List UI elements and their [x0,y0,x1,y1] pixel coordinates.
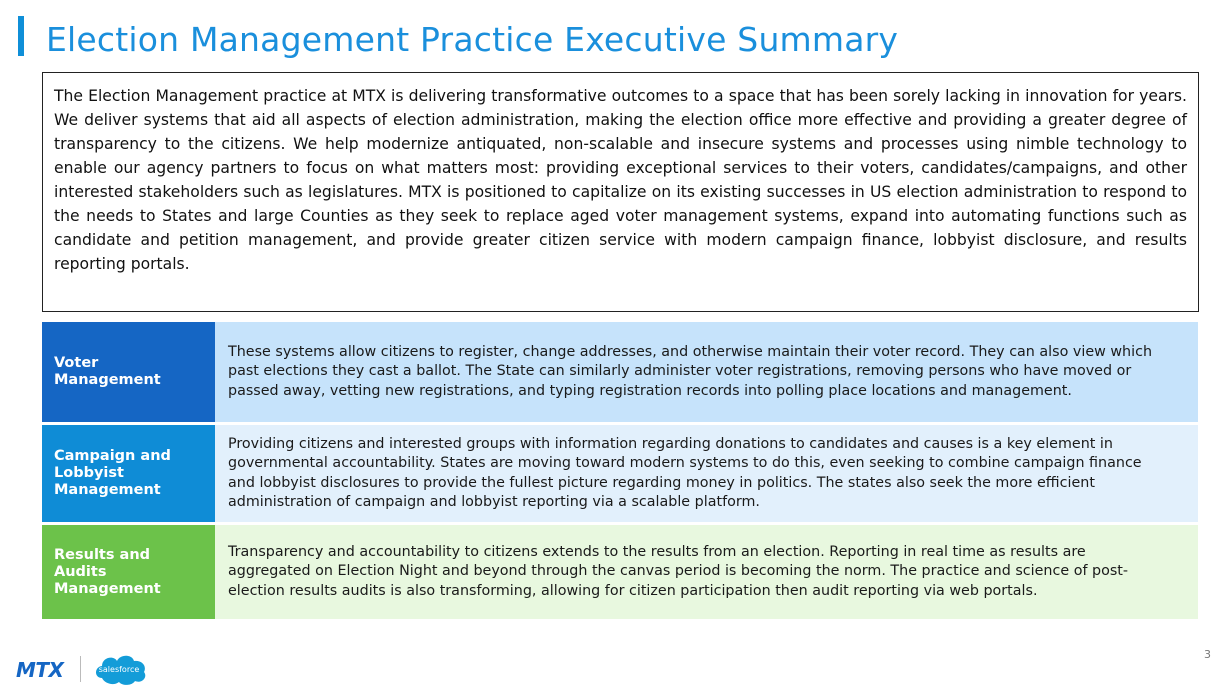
practice-description: These systems allow citizens to register, change addresses, and otherwise maintain their voter record. They can also view which past elections they cast a ballot. The State can similarly administer voter registrations, removing persons who have moved or passed away, vetting new registrations, and typing registration records into polling place locations and management. [215,322,1198,422]
page-title: Election Management Practice Executive Summary [46,20,899,59]
svg-text:salesforce: salesforce [98,665,140,674]
practice-row-campaign-lobbyist [42,425,1198,522]
practice-label: Campaign and Lobbyist Management [42,425,215,522]
practice-description: Transparency and accountability to citizens extends to the results from an election. Reporting in real time as results are aggregated on Election Night and beyond through the canvas period is becoming the norm. The practice and science of post-election results audits is also transforming, allowing for citizen participation then audit reporting via web portals. [215,525,1198,619]
practice-row-voter-management [42,322,1198,422]
practice-row-results-audits [42,525,1198,619]
page-number: 3 [1204,648,1211,661]
logo-divider [80,656,81,682]
executive-summary-box: The Election Management practice at MTX is delivering transformative outcomes to a space that has been sorely lacking in innovation for years. We deliver systems that aid all aspects of election administration, making the election office more effective and providing a greater degree of transparency to the citizens. We help modernize antiquated, non-scalable and insecure systems and processes using nimble technology to enable our agency partners to focus on what matters most: providing exceptional services to their voters, candidates/campaigns, and other interested stakeholders such as legislatures. MTX is positioned to capitalize on its existing successes in US election administration to respond to the needs to States and large Counties as they seek to replace aged voter management systems, expand into automating functions such as candidate and petition management, and provide greater citizen service with modern campaign finance, lobbyist disclosure, and results reporting portals. [42,72,1199,312]
mtx-logo: MTX [16,658,64,682]
practice-label: Voter Management [42,322,215,422]
title-accent-bar [18,16,24,56]
salesforce-logo [92,648,148,688]
footer-logos [16,648,176,690]
practice-label: Results and Audits Management [42,525,215,619]
practice-description: Providing citizens and interested groups with information regarding donations to candidates and causes is a key element in governmental accountability. States are moving toward modern systems to do this, even seeking to combine campaign finance and lobbyist disclosures to provide the fullest picture regarding money in politics. The states also seek the more efficient administration of campaign and lobbyist reporting via a scalable platform. [215,425,1198,522]
practice-areas-table [42,322,1198,619]
